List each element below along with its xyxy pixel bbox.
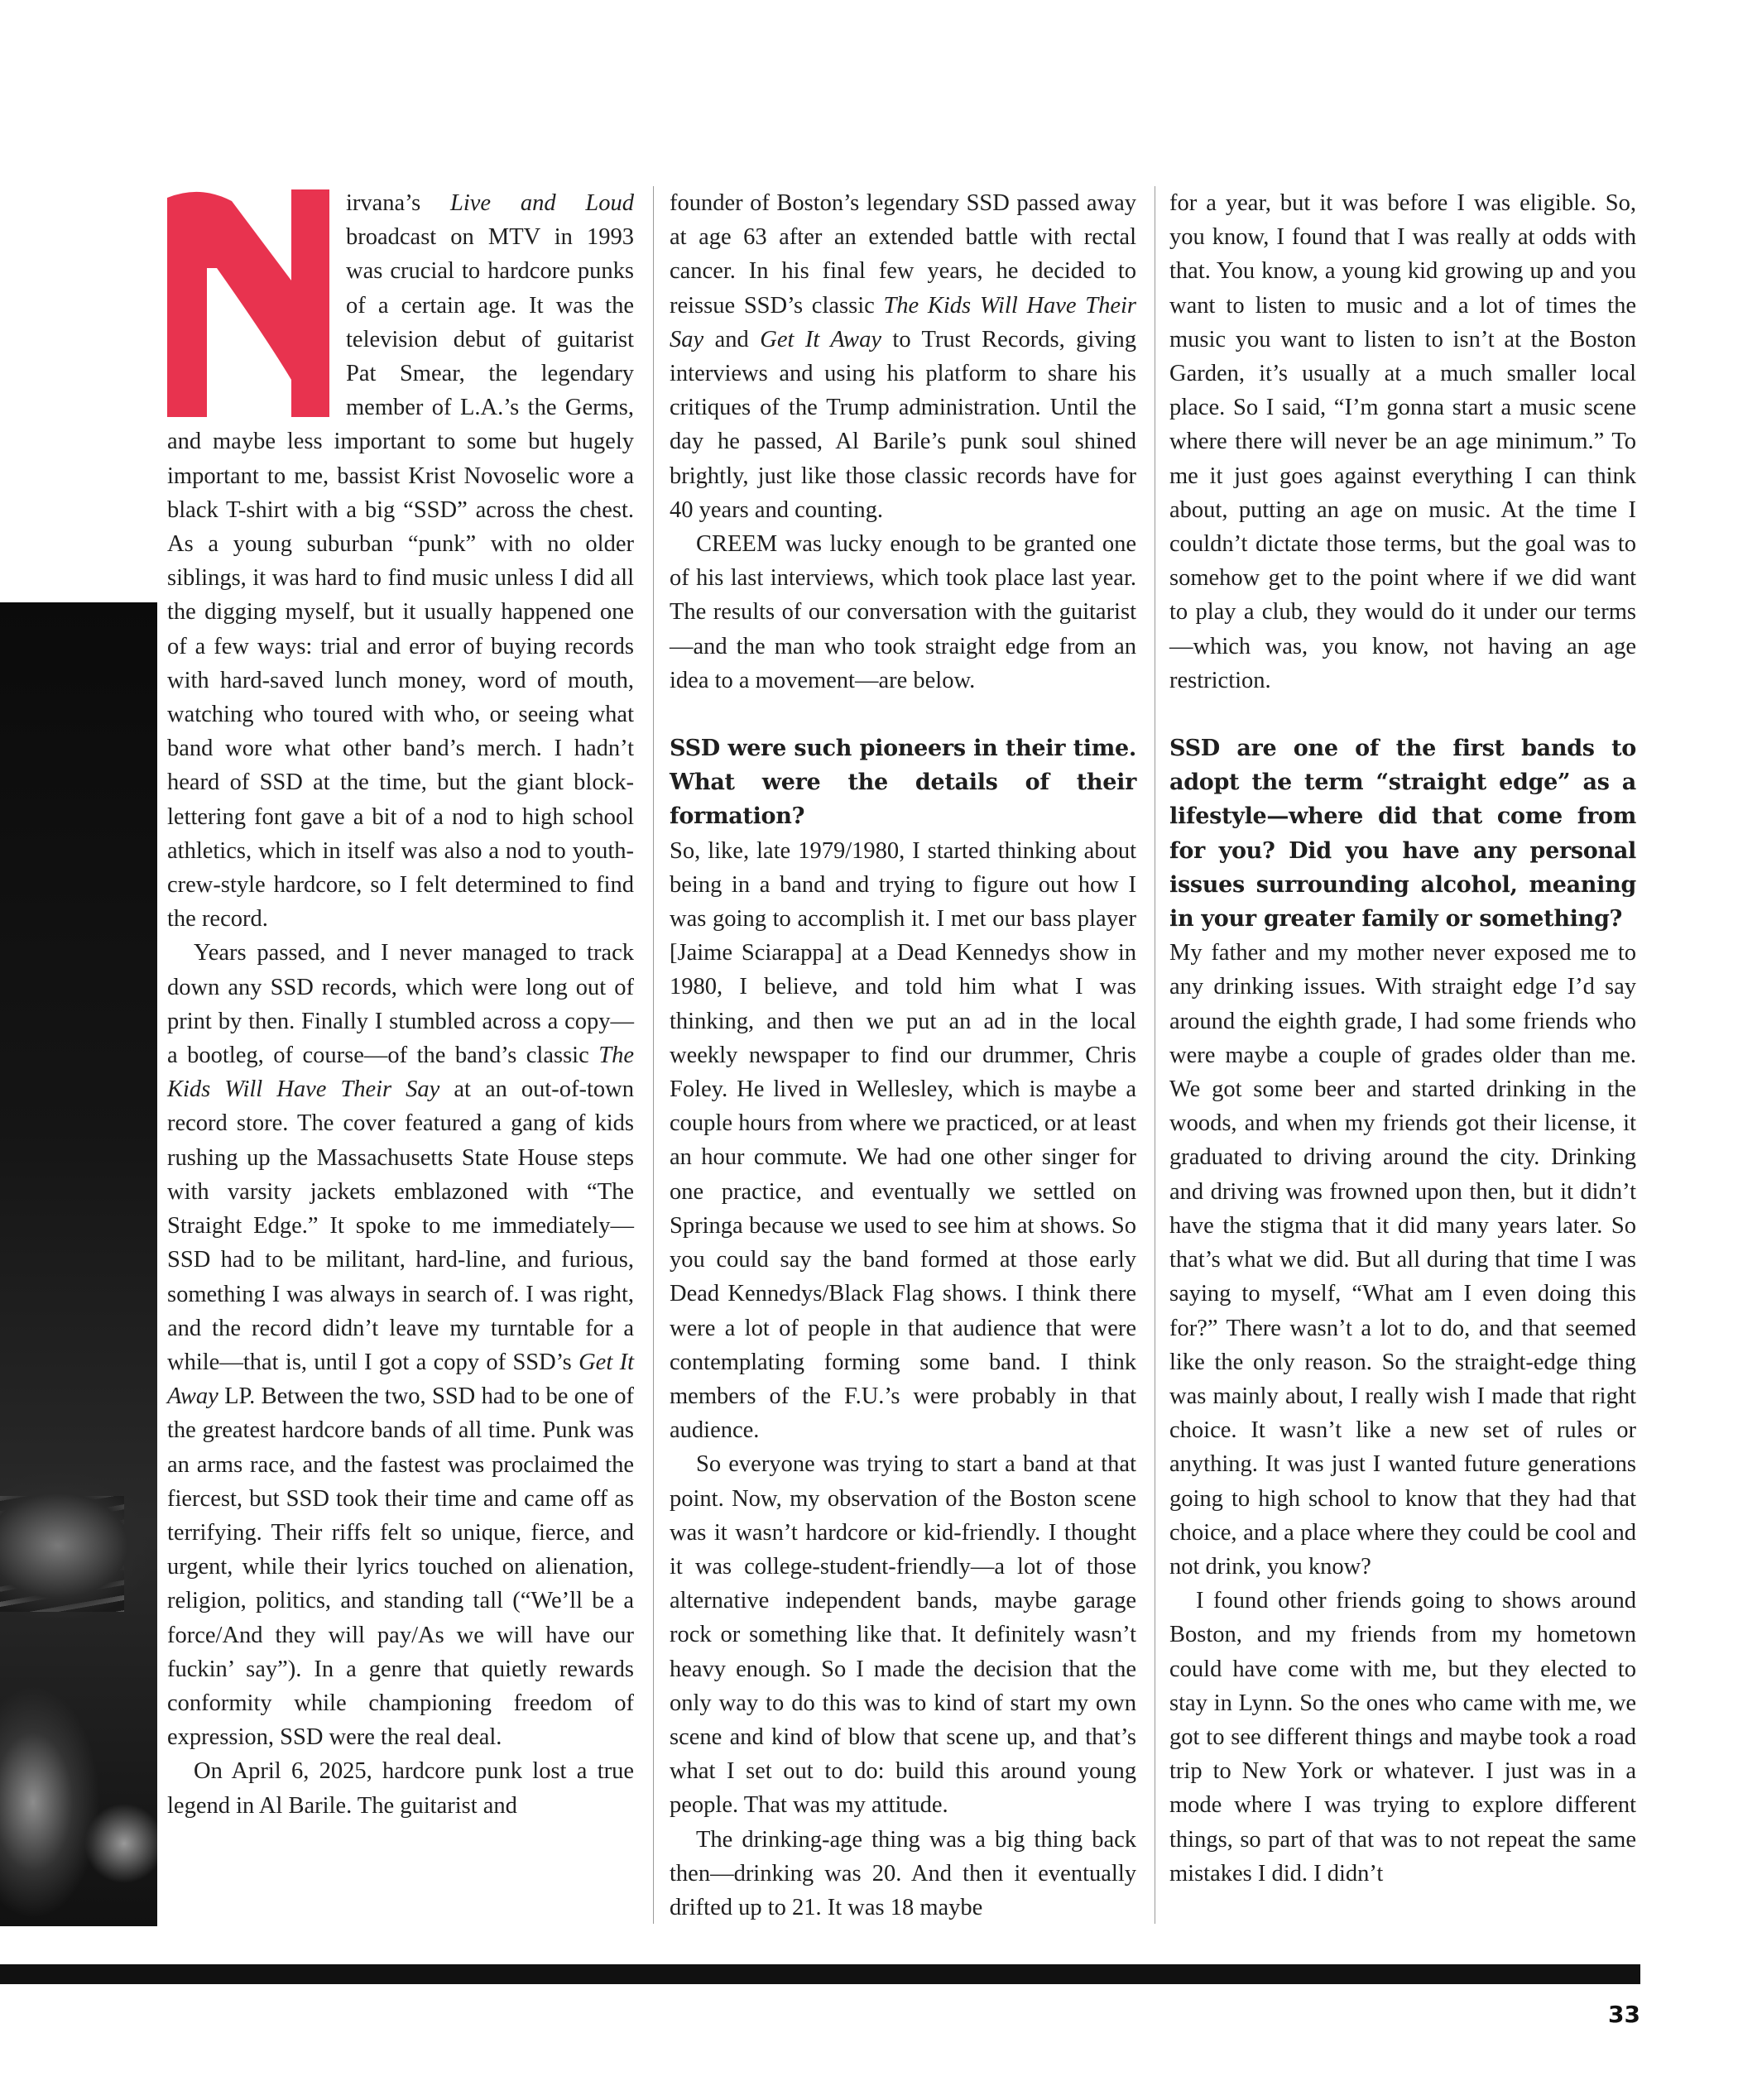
- page-number: 33: [1608, 2001, 1640, 2028]
- interview-answer: So everyone was trying to start a band at that point. Now, my observation of the Boston scene was it wasn’t hardcore or kid-friendly. I thought it was college-student-friendly—a lot of those alternative independent bands, maybe garage rock or something like that. It definitely wasn’t heavy enough. So I made the decision that the only way to do this was to kind of start my own scene and kind of blow that scene up, and that’s what I set out to do: build this around young people. That was my attitude.: [670, 1451, 1136, 1819]
- article-column-2: [670, 186, 1136, 1925]
- interview-answer: The drinking-age thing was a big thing back then—drinking was 20. And then it eventually drifted up to 21. It was 18 maybe: [670, 1826, 1136, 1920]
- interview-answer: for a year, but it was before I was eligible. So, you know, I found that I was really at odds with that. You know, a young kid growing up and you want to listen to music and a lot of times the music you want to listen to isn’t at the Boston Garden, it’s usually at a much smaller local place. So I said, “I’m gonna start a music scene where there will never be an age minimum.” To me it just goes against everything I can think about, putting an age on music. At the time I couldn’t dictate those terms, but the goal was to somehow get to the point where if we did want to play a club, they would do it under our terms—which was, you know, not having an age restriction.: [1169, 190, 1636, 693]
- interview-answer: My father and my mother never exposed me to any drinking issues. With straight edge I’d say around the eighth grade, I had some friends who were maybe a couple of grades older than me. We got some beer and started drinking in the woods, and when my friends got their license, it graduated to driving around the city. Drinking and driving was frowned upon then, but it didn’t have the stigma that it did many years later. So that’s what we did. But all during that time I was saying to myself, “What am I even doing this for?” There wasn’t a lot to do, and that seemed like the only reason. So the straight-edge thing was mainly about, I really wish I made that right choice. It wasn’t like a new set of rules or anything. It was just I wanted future generations going to high school to know that they had that choice, and a place where they could be cool and not drink, you know?: [1169, 940, 1636, 1580]
- dropcap-n: [167, 189, 329, 417]
- article-column-1: [167, 186, 634, 1823]
- footer-bar: [0, 1964, 1640, 1984]
- body-paragraph: founder of Boston’s legendary SSD passed away at age 63 after an extended battle with rectal cancer. In his final few years, he decided to reissue SSD’s classic The Kids Will Have Their Say and Get It Away to Trust Records, giving interviews and using his platform to share his critiques of the Trump administration. Until the day he passed, Al Barile’s punk soul shined brightly, just like those classic records have for 40 years and counting.: [670, 190, 1136, 523]
- intro-paragraph: irvana’s Live and Loud broadcast on MTV in 1993 was crucial to hardcore punks of a certain age. It was the television debut of guitarist Pat Smear, the legendary member of L.A.’s the Germs, and maybe less important to some but hugely important to me, bassist Krist Novoselic wore a black T-shirt with a big “SSD” across the chest. As a young suburban “punk” with no older siblings, it was hard to find music unless I did all the digging myself, but it usually happened one of a few ways: trial and error of buying records with hard-saved lunch money, word of mouth, watching who toured with who, or seeing what band wore what other band’s merch. I hadn’t heard of SSD at the time, but the giant block-lettering font gave a bit of a nod to high school athletics, which in itself was also a nod to youth-crew-style hardcore, so I felt determined to find the record.: [167, 190, 635, 933]
- interview-question: SSD are one of the first bands to adopt the term “straight edge” as a lifestyle—where did that come from for you? Did you have any personal issues surrounding alcohol, meaning in your greater family or something?: [1169, 736, 1636, 933]
- article-column-3: [1169, 186, 1636, 1891]
- concert-photo: [0, 602, 157, 1926]
- body-paragraph: On April 6, 2025, hardcore punk lost a true legend in Al Barile. The guitarist and: [167, 1758, 634, 1819]
- interview-answer: So, like, late 1979/1980, I started thinking about being in a band and trying to figure out how I was going to accomplish it. I met our bass player [Jaime Sciarappa] at a Dead Kennedys show in 1980, I believe, and told him what I was thinking, and then we put an ad in the local weekly newspaper to find our drummer, Chris Foley. He lived in Wellesley, which is maybe a couple hours from where we practiced, or at least an hour commute. We had one other singer for one practice, and eventually we settled on Springa because we used to see him at shows. So you could say the band formed at those early Dead Kennedys/Black Flag shows. I think there were a lot of people in that audience that were contemplating forming some band. I think members of the F.U.’s were probably in that audience.: [670, 837, 1136, 1444]
- body-paragraph: CREEM was lucky enough to be granted one of his last interviews, which took place last year. The results of our conversation with the guitarist—and the man who took straight edge from an idea to a movement—are below.: [670, 531, 1136, 693]
- column-divider: [653, 186, 654, 1924]
- body-paragraph: Years passed, and I never managed to track down any SSD records, which were long out of print by then. Finally I stumbled across a copy—a bootleg, of course—of the band’s classic The Kids Will Have Their Say at an out-of-town record store. The cover featured a gang of kids rushing up the Massachusetts State House steps with varsity jackets emblazoned with “The Straight Edge.” It spoke to me immediately—SSD had to be militant, hard-line, and furious, something I was always in search of. I was right, and the record didn’t leave my turntable for a while—that is, until I got a copy of SSD’s Get It Away LP. Between the two, SSD had to be one of the greatest hardcore bands of all time. Punk was an arms race, and the fastest was proclaimed the fiercest, but SSD took their time and came off as terrifying. Their riffs felt so unique, fierce, and urgent, while their lyrics touched on alienation, religion, politics, and standing tall (“We’ll be a force/And they will pay/As we will have our fuckin’ say”). In a genre that quietly rewards conformity while championing freedom of expression, SSD were the real deal.: [167, 940, 635, 1751]
- interview-answer: I found other friends going to shows around Boston, and my friends from my hometown could have come with me, but they elected to stay in Lynn. So the ones who came with me, we got to see different things and maybe took a road trip to New York or whatever. I just was in a mode where I was trying to explore different things, so part of that was to not repeat the same mistakes I did. I didn’t: [1169, 1588, 1636, 1887]
- interview-question: SSD were such pioneers in their time. What were the details of their formation?: [670, 736, 1136, 830]
